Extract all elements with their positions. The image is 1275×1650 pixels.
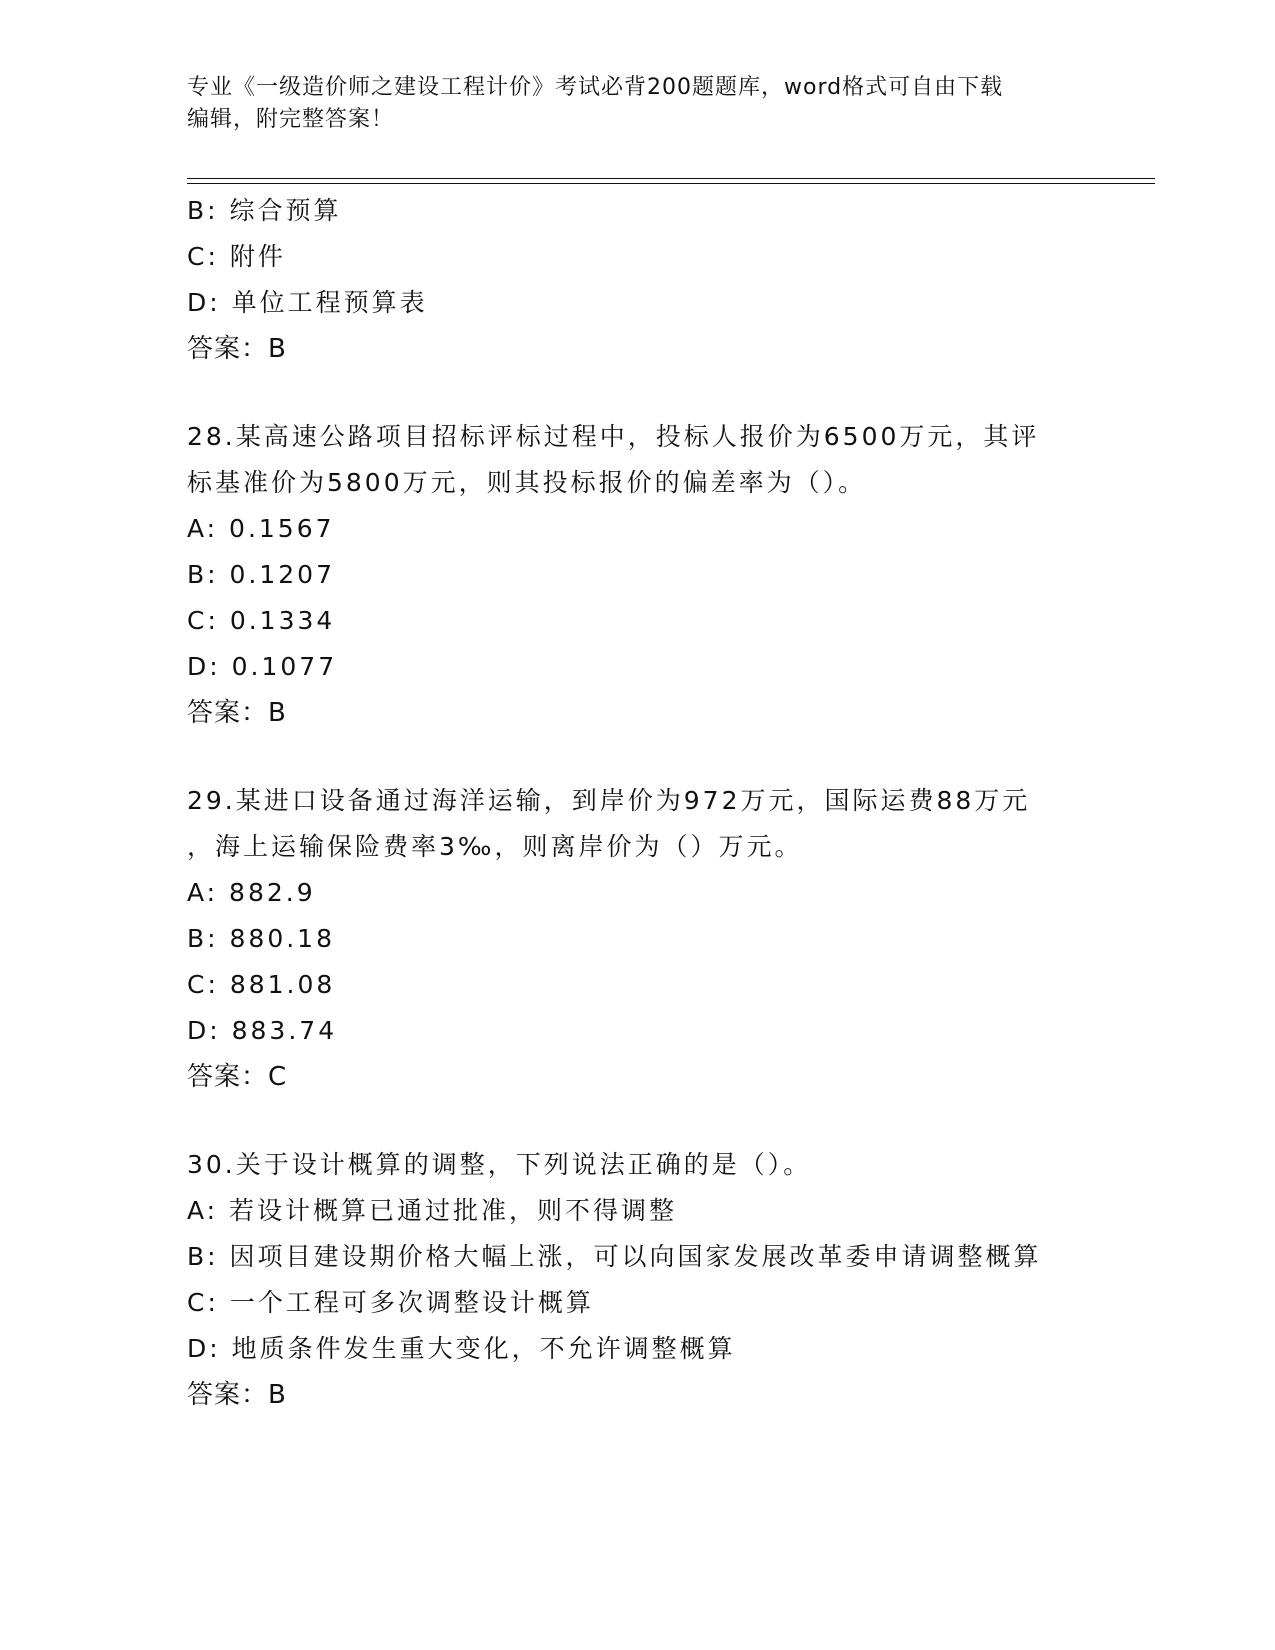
question-27 [187, 188, 1137, 372]
question-29 [187, 778, 1137, 1100]
header-line-1: 专业《一级造价师之建设工程计价》考试必背200题题库，word格式可自由下载 [187, 75, 1004, 100]
option-b: B: 880.18 [187, 924, 335, 953]
question-stem: 29.某进口设备通过海洋运输，到岸价为972万元，国际运费88万元 [187, 786, 1031, 815]
answer: 答案：C [187, 1062, 288, 1092]
question-stem-continued: 标基准价为5800万元，则其投标报价的偏差率为（）。 [187, 468, 867, 497]
answer: 答案：B [187, 1380, 287, 1410]
question-stem: 28.某高速公路项目招标评标过程中，投标人报价为6500万元，其评 [187, 422, 1040, 451]
question-28 [187, 414, 1137, 736]
option-c: C: 附件 [187, 242, 286, 271]
question-list [187, 188, 1137, 1418]
question-stem-continued: ，海上运输保险费率3‰，则离岸价为（）万元。 [187, 832, 803, 861]
header-divider-bottom [187, 183, 1155, 184]
header-divider-top [187, 178, 1155, 179]
question-30 [187, 1142, 1137, 1418]
header-line-2: 编辑，附完整答案！ [187, 107, 395, 132]
document-header [187, 72, 1087, 136]
option-d: D: 883.74 [187, 1016, 338, 1045]
option-c: C: 0.1334 [187, 606, 336, 635]
option-b: B: 综合预算 [187, 196, 342, 225]
option-b: B: 因项目建设期价格大幅上涨，可以向国家发展改革委申请调整概算 [187, 1242, 1042, 1271]
option-c: C: 881.08 [187, 970, 336, 999]
option-d: D: 地质条件发生重大变化，不允许调整概算 [187, 1334, 736, 1363]
question-stem: 30.关于设计概算的调整，下列说法正确的是（）。 [187, 1150, 812, 1179]
option-a: A: 0.1567 [187, 514, 335, 543]
option-a: A: 882.9 [187, 878, 316, 907]
option-a: A: 若设计概算已通过批准，则不得调整 [187, 1196, 678, 1225]
answer: 答案：B [187, 334, 287, 364]
option-b: B: 0.1207 [187, 560, 335, 589]
answer: 答案：B [187, 698, 287, 728]
option-c: C: 一个工程可多次调整设计概算 [187, 1288, 594, 1317]
option-d: D: 单位工程预算表 [187, 288, 428, 317]
option-d: D: 0.1077 [187, 652, 338, 681]
